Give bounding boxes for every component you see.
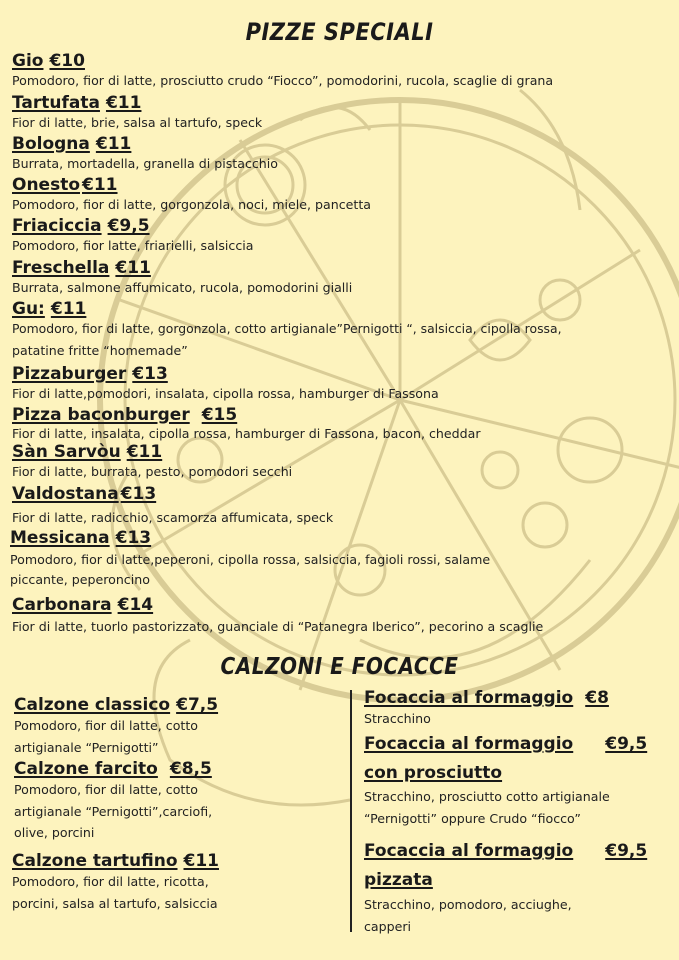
item-description: Fior di latte, brie, salsa al tartufo, speck bbox=[12, 115, 263, 130]
item-description-cont: artigianale “Pernigotti”,carciofi, bbox=[14, 803, 213, 819]
item-description: Pomodoro, fior di latte, gorgonzola, cotto artigianale”Pernigotti “, salsiccia, cipolla rossa, bbox=[12, 321, 562, 336]
menu-item-calzone-farcito bbox=[14, 759, 339, 844]
item-price: €11 bbox=[105, 93, 142, 113]
menu-item-messicana bbox=[10, 528, 675, 590]
menu-item-gu bbox=[12, 299, 677, 361]
item-description-cont: olive, porcini bbox=[14, 825, 95, 840]
item-price: €9,5 bbox=[605, 841, 648, 861]
item-price: €11 bbox=[183, 851, 219, 871]
item-name-cont: con prosciutto bbox=[364, 763, 503, 783]
item-name: Pizza baconburger €15 bbox=[12, 405, 238, 425]
item-price: €10 bbox=[49, 51, 85, 71]
item-description-cont: capperi bbox=[364, 918, 412, 934]
menu-item-san-sarvou bbox=[12, 442, 677, 482]
menu-item-valdostana bbox=[12, 484, 677, 528]
item-name: Sàn Sarvòu €11 bbox=[12, 442, 163, 462]
item-description-cont: porcini, salsa al tartufo, salsiccia bbox=[12, 895, 218, 911]
item-description-cont: piccante, peperoncino bbox=[10, 572, 150, 587]
item-price: €15 bbox=[201, 405, 238, 425]
item-price: €8 bbox=[585, 688, 609, 708]
item-name: Onesto €11 bbox=[12, 175, 118, 195]
item-description: Fior di latte, burrata, pesto, pomodori secchi bbox=[12, 464, 293, 479]
menu-item-friaciccia bbox=[12, 216, 677, 256]
item-description: Fior di latte, insalata, cipolla rossa, hamburger di Fassona, bacon, cheddar bbox=[12, 426, 481, 441]
item-description: Stracchino, prosciutto cotto artigianale bbox=[364, 789, 610, 804]
menu-item-tartufata bbox=[12, 93, 677, 133]
item-name: Bologna €11 bbox=[12, 134, 132, 154]
item-name: Focaccia al formaggio €9,5 bbox=[364, 734, 648, 754]
item-description: Fior di latte,pomodori, insalata, cipolla rossa, hamburger di Fassona bbox=[12, 386, 439, 401]
pizze-speciali-title: PIZZE SPECIALI bbox=[245, 18, 434, 46]
item-description: Burrata, salmone affumicato, rucola, pomodorini gialli bbox=[12, 280, 353, 295]
item-description: Pomodoro, fior di latte, gorgonzola, noci, miele, pancetta bbox=[12, 197, 372, 212]
menu-item-calzone-classico bbox=[14, 695, 339, 758]
menu-item-pizzaburger bbox=[12, 364, 677, 404]
menu-item-focaccia-formaggio bbox=[364, 688, 674, 730]
item-description: Fior di latte, radicchio, scamorza affumicata, speck bbox=[12, 510, 334, 525]
item-description-cont: “Pernigotti” oppure Crudo “fiocco” bbox=[364, 810, 581, 826]
item-description: Pomodoro, fior latte, friarielli, salsiccia bbox=[12, 238, 254, 253]
menu-item-freschella bbox=[12, 258, 677, 298]
item-description: Stracchino, pomodoro, acciughe, bbox=[364, 897, 572, 912]
item-name: Gio €10 bbox=[12, 51, 85, 71]
column-divider bbox=[350, 690, 352, 932]
item-description: Pomodoro, fior dil latte, cotto bbox=[14, 718, 199, 733]
item-price: €8,5 bbox=[169, 759, 212, 779]
menu-item-onesto bbox=[12, 175, 677, 215]
item-price: €11 bbox=[50, 299, 87, 319]
item-description-cont: artigianale “Pernigotti” bbox=[14, 739, 159, 755]
item-name: Focaccia al formaggio €8 bbox=[364, 688, 609, 708]
item-name: Valdostana €13 bbox=[12, 484, 157, 504]
item-description: Pomodoro, fior dil latte, ricotta, bbox=[12, 874, 209, 889]
calzoni-focacce-title: CALZONI E FOCACCE bbox=[220, 652, 459, 680]
item-name: Calzone classico €7,5 bbox=[14, 695, 219, 715]
menu-item-gio bbox=[12, 51, 677, 91]
menu-item-focaccia-pizzata bbox=[364, 841, 674, 937]
item-name: Focaccia al formaggio €9,5 bbox=[364, 841, 648, 861]
item-description: Burrata, mortadella, granella di pistacchio bbox=[12, 156, 278, 171]
item-name: Messicana €13 bbox=[10, 528, 152, 548]
item-name: Pizzaburger €13 bbox=[12, 364, 168, 384]
item-description: Fior di latte, tuorlo pastorizzato, guanciale di “Patanegra Iberico”, pecorino a scaglie bbox=[12, 619, 544, 634]
item-description: Stracchino bbox=[364, 711, 431, 726]
item-name: Calzone tartufino €11 bbox=[12, 851, 219, 871]
item-price: €13 bbox=[132, 364, 168, 384]
menu-item-carbonara bbox=[12, 595, 677, 637]
item-price: €13 bbox=[115, 528, 152, 548]
item-name-cont: pizzata bbox=[364, 870, 433, 890]
item-name: Carbonara €14 bbox=[12, 595, 154, 615]
item-price: €11 bbox=[115, 258, 151, 278]
item-name: Tartufata €11 bbox=[12, 93, 142, 113]
item-price: €11 bbox=[126, 442, 163, 462]
menu-item-pizza-baconburger bbox=[12, 405, 677, 442]
item-price: €13 bbox=[120, 484, 157, 504]
item-description: Pomodoro, fior dil latte, cotto bbox=[14, 782, 199, 797]
item-name: Freschella €11 bbox=[12, 258, 151, 278]
menu-item-bologna bbox=[12, 134, 677, 174]
item-price: €7,5 bbox=[176, 695, 219, 715]
item-price: €11 bbox=[95, 134, 132, 154]
item-description-cont: patatine fritte “homemade” bbox=[12, 343, 188, 358]
item-name: Calzone farcito €8,5 bbox=[14, 759, 212, 779]
item-price: €9,5 bbox=[107, 216, 150, 236]
item-price: €14 bbox=[117, 595, 154, 615]
item-price: €9,5 bbox=[605, 734, 648, 754]
item-description: Pomodoro, fior di latte,peperoni, cipolla rossa, salsiccia, fagioli rossi, salame bbox=[10, 552, 491, 567]
item-name: Gu: €11 bbox=[12, 299, 87, 319]
menu-item-focaccia-prosciutto bbox=[364, 734, 674, 829]
item-name: Friaciccia €9,5 bbox=[12, 216, 150, 236]
menu-item-calzone-tartufino bbox=[12, 851, 337, 914]
item-description: Pomodoro, fior di latte, prosciutto crudo “Fiocco”, pomodorini, rucola, scaglie di grana bbox=[12, 73, 554, 88]
item-price: €11 bbox=[82, 175, 118, 195]
